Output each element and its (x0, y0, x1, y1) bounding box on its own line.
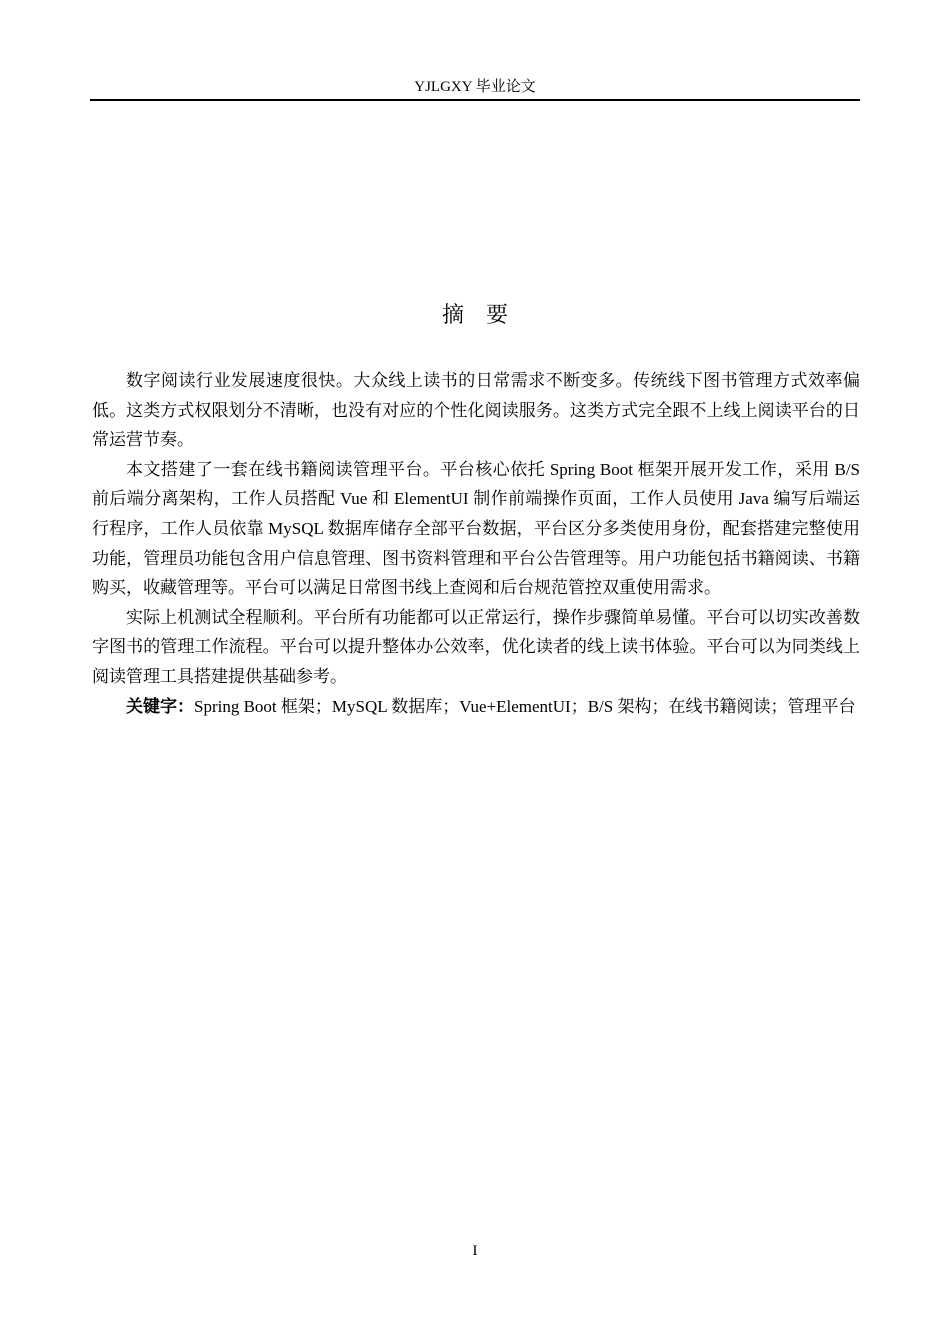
keywords-line (92, 692, 860, 723)
abstract-paragraph-3: 实际上机测试全程顺利。平台所有功能都可以正常运行，操作步骤简单易懂。平台可以切实改善数字图书的管理工作流程。平台可以提升整体办公效率，优化读者的线上读书体验。平台可以为同类线上阅读管理工具搭建提供基础参考。 (92, 607, 860, 686)
abstract-title: 摘要 (441, 303, 530, 328)
abstract-body (92, 366, 860, 722)
keywords-text: Spring Boot 框架；MySQL 数据库；Vue+ElementUI；B/S 架构；在线书籍阅读；管理平台 (194, 696, 856, 716)
page-number: I (472, 1243, 478, 1259)
keywords-label: 关键字： (126, 696, 194, 717)
page-header (90, 76, 860, 101)
abstract-paragraph-1: 数字阅读行业发展速度很快。大众线上读书的日常需求不断变多。传统线下图书管理方式效率偏低。这类方式权限划分不清晰，也没有对应的个性化阅读服务。这类方式完全跟不上线上阅读平台的日常运营节奏。 (92, 371, 860, 450)
abstract-paragraph-2: 本文搭建了一套在线书籍阅读管理平台。平台核心依托 Spring Boot 框架开展开发工作，采用 B/S 前后端分离架构，工作人员搭配 Vue 和 ElementUI 制作前端操作页面，工作人员使用 Java 编写后端运行程序，工作人员依靠 MySQL 数据库储存全部平台数据，平台区分多类使用身份，配套搭建完整使用功能，管理员功能包含用户信息管理、图书资料管理和平台公告管理等。用户功能包括书籍阅读、书籍购买，收藏管理等。平台可以满足日常图书线上查阅和后台规范管控双重使用需求。 (92, 459, 860, 598)
header-text: YJLGXY 毕业论文 (414, 79, 536, 95)
